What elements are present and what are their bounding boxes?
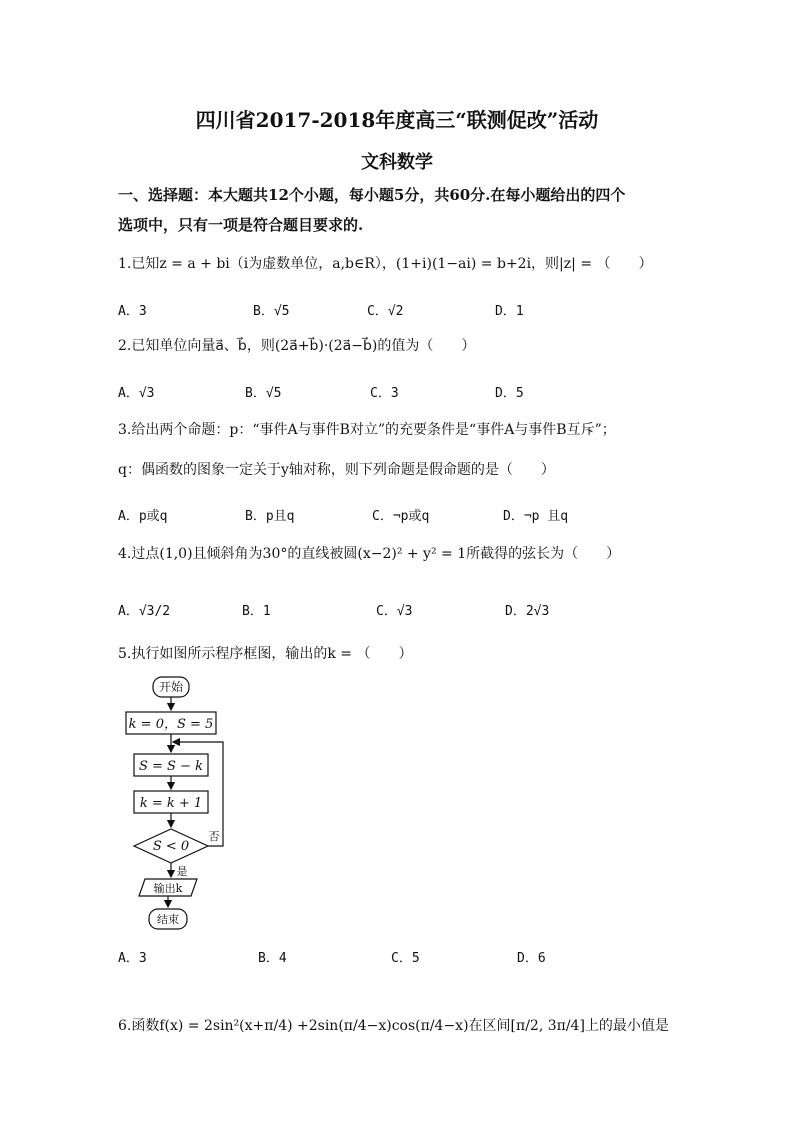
flowchart-start-label: 开始 [158, 680, 184, 694]
question-4-stem: 4.过点(1,0)且倾斜角为30°的直线被圆(x−2)² + y² = 1所截得的弦长为（ ） [118, 546, 621, 562]
q2-option-a: A．√3 [118, 386, 155, 401]
section-heading-line1: 一、选择题：本大题共12个小题，每小题5分，共60分.在每小题给出的四个 [118, 186, 626, 204]
flowchart-end-label: 结束 [157, 913, 179, 926]
q1-option-c: C．√2 [367, 304, 404, 319]
flowchart-condition-label: S < 0 [152, 839, 190, 854]
q5-option-a: A．3 [118, 951, 147, 966]
q4-option-b: B．1 [242, 604, 271, 619]
question-6-stem: 6.函数f(x) = 2sin²(x+π/4) +2sin(π/4−x)cos(π/4−x)在区间[π/2, 3π/4]上的最小值是 [118, 1018, 669, 1034]
q1-option-a: A．3 [118, 304, 147, 319]
q1-option-b: B．√5 [253, 304, 290, 319]
q5-option-c: C．5 [391, 951, 420, 966]
flowchart-step1-label: S = S − k [138, 759, 204, 774]
q4-option-c: C．√3 [376, 604, 413, 619]
q4-option-d: D．2√3 [505, 604, 550, 619]
program-flowchart [118, 672, 238, 934]
q3-option-c: C．¬p或q [372, 509, 430, 524]
flowchart-yes-label: 是 [176, 865, 188, 878]
question-1-stem: 1.已知z = a + bi（i为虚数单位，a,b∈R），(1+i)(1−ai) = b+2i，则|z| = （ ） [118, 256, 653, 272]
question-3-stem-line1: 3.给出两个命题：p：“事件A与事件B对立”的充要条件是“事件A与事件B互斥”； [118, 422, 616, 438]
q2-option-d: D．5 [495, 386, 524, 401]
question-2-stem: 2.已知单位向量a⃗、b⃗，则(2a⃗+b⃗)·(2a⃗−b⃗)的值为（ ） [118, 338, 476, 354]
q3-option-b: B．p且q [245, 509, 295, 524]
q2-option-c: C．3 [370, 386, 399, 401]
flowchart-output-label: 输出k [153, 882, 183, 895]
q3-option-a: A．p或q [118, 509, 168, 524]
q4-option-a: A．√3/2 [118, 604, 171, 619]
q3-option-d: D．¬p 且q [503, 509, 569, 524]
flowchart-step2-label: k = k + 1 [139, 796, 203, 811]
question-3-stem-line2: q：偶函数的图象一定关于y轴对称，则下列命题是假命题的是（ ） [118, 462, 555, 478]
page-subtitle: 文科数学 [361, 152, 433, 173]
q5-option-b: B．4 [258, 951, 287, 966]
q5-option-d: D．6 [517, 951, 546, 966]
q2-option-b: B．√5 [245, 386, 282, 401]
section-heading-line2: 选项中，只有一项是符合题目要求的. [118, 216, 364, 234]
question-5-stem: 5.执行如图所示程序框图，输出的k = （ ） [118, 646, 413, 662]
page-title: 四川省2017-2018年度高三“联测促改”活动 [195, 108, 599, 132]
flowchart-no-label: 否 [208, 830, 220, 843]
q1-option-d: D．1 [495, 304, 524, 319]
flowchart-init-label: k = 0，S = 5 [128, 717, 214, 732]
